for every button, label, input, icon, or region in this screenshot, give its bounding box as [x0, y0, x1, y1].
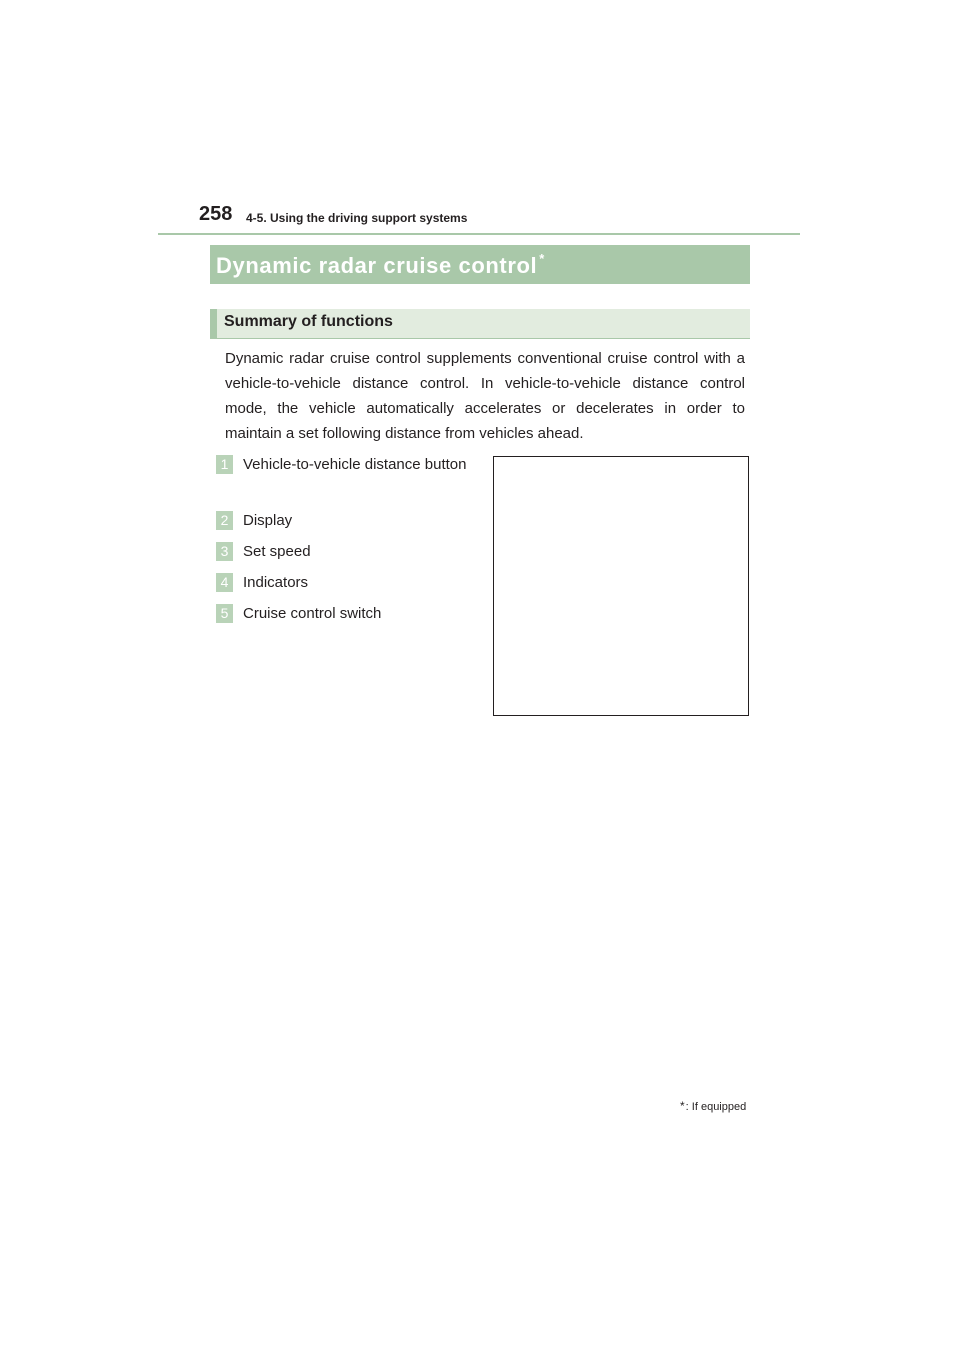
body-paragraph: Dynamic radar cruise control supplements conventional cruise control with a vehicle-to-vehicle distance control. In vehicle-to-vehicle distance control mode, the vehicle automatically accelerates or decelerates in order to maintain a set following distance from vehicles ahead. — [225, 350, 745, 442]
header-rule — [158, 233, 800, 235]
number-box: 4 — [216, 573, 233, 592]
item-label: Indicators — [243, 574, 309, 591]
footnote-text: : If equipped — [685, 1101, 747, 1113]
number-box: 2 — [216, 511, 233, 530]
subtitle-band — [210, 309, 750, 339]
page-title — [216, 251, 545, 279]
item-label: Display — [243, 512, 293, 529]
page-number: 258 — [199, 203, 233, 225]
item-label: Set speed — [243, 543, 311, 560]
section-header: 4-5. Using the driving support systems — [246, 211, 468, 225]
page-title-text: Dynamic radar cruise control — [216, 253, 538, 278]
item-label: Cruise control switch — [243, 605, 382, 622]
item-label: Vehicle-to-vehicle distance button — [243, 456, 467, 473]
footnote-marker: * — [680, 1099, 685, 1113]
number-box: 5 — [216, 604, 233, 623]
if-equipped-marker: * — [539, 251, 545, 266]
number-box: 1 — [216, 455, 233, 474]
title-band — [210, 245, 750, 284]
subtitle-text: Summary of functions — [224, 313, 393, 330]
figure-frame — [493, 456, 749, 716]
number-box: 3 — [216, 542, 233, 561]
subtitle-marker — [210, 309, 217, 338]
footnote — [680, 1099, 746, 1113]
